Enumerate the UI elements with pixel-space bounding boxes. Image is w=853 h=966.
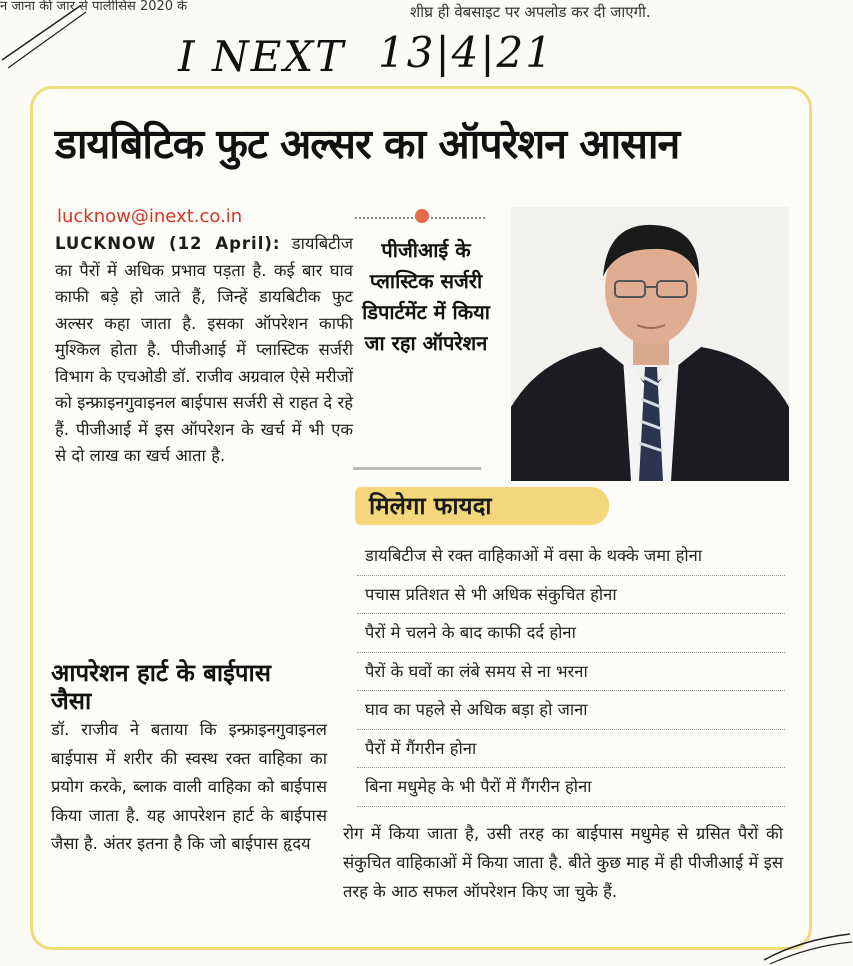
list-item: बिना मधुमेह के भी पैरों में गैंगरीन होना [357,768,785,807]
list-item: डायबिटीज से रक्त वाहिकाओं में वसा के थक्के जमा होना [357,537,785,576]
body-paragraph-2: डॉ. राजीव ने बताया कि इन्फ्राइनगुवाइनल बाईपास में शरीर की स्वस्थ रक्त वाहिका का प्रयोग करके, ब्लाक वाली वाहिका को बाईपास किया जाता है. यह आपरेशन हार्ट के बाईपास जैसा है. अंतर इतना है कि जो बाईपास हृदय [51,720,327,853]
list-item: पैरों मे चलने के बाद काफी दर्द होना [357,614,785,653]
list-item: पैरों में गैंगरीन होना [357,730,785,769]
newspaper-clipping [30,86,812,950]
lead-column [55,231,353,470]
lead-paragraph: डायबिटीज का पैरों में अधिक प्रभाव पड़ता है. कई बार घाव काफी बड़े हो जाते हैं, जिन्हें डायबिटीक फुट अल्सर कहा जाता है. इसका ऑपरेशन काफी मुश्किल होता है. पीजीआई में प्लास्टिक सर्जरी विभाग के एचओडी डॉ. राजीव अग्रवाल ऐसे मरीजों को इन्फ्राइनगुवाइनल बाईपास सर्जरी से राहत दे रहे हैं. पीजीआई में इस ऑपरेशन के खर्च में भी एक से दो लाख का खर्च आता है. [55,234,353,465]
reporter-email: lucknow@inext.co.in [57,206,243,227]
headline: डायबिटिक फुट अल्सर का ऑपरेशन आसान [55,120,680,168]
dateline: LUCKNOW (12 April): [55,234,281,253]
handwritten-source: I NEXT [178,32,346,81]
adjacent-article-snippet: शीघ्र ही वेबसाइट पर अपलोड कर दी जाएगी. [410,3,651,21]
list-item: पैरों के घवों का लंबे समय से ना भरना [357,653,785,692]
previous-article-snippet: न जाना की जार से पालीसिस 2020 के [0,0,188,14]
body-paragraph-3: रोग में किया जाता है, उसी तरह का बाईपास मधुमेह से ग्रसित पैरों की संकुचित वाहिकाओं में किया जाता है. बीते कुछ माह में ही पीजीआई में इस तरह के आठ सफल ऑपरेशन किए जा चुके हैं. [343,824,783,901]
benefits-heading: मिलेगा फायदा [355,487,609,525]
margin-pen-stroke [0,0,90,70]
handwritten-date: 13|4|21 [378,28,554,77]
kicker-divider [353,467,481,470]
benefits-list [357,537,785,807]
margin-pen-stroke [760,930,853,966]
orange-dot-marker [415,209,429,223]
doctor-photo [511,207,789,481]
list-item: पचास प्रतिशत से भी अधिक संकुचित होना [357,576,785,615]
subheading: आपरेशन हार्ट के बाईपास जैसा [51,659,271,715]
list-item: घाव का पहले से अधिक बड़ा हो जाना [357,691,785,730]
kicker-text: पीजीआई के प्लास्टिक सर्जरी डिपार्टमेंट में किया जा रहा ऑपरेशन [362,238,490,355]
